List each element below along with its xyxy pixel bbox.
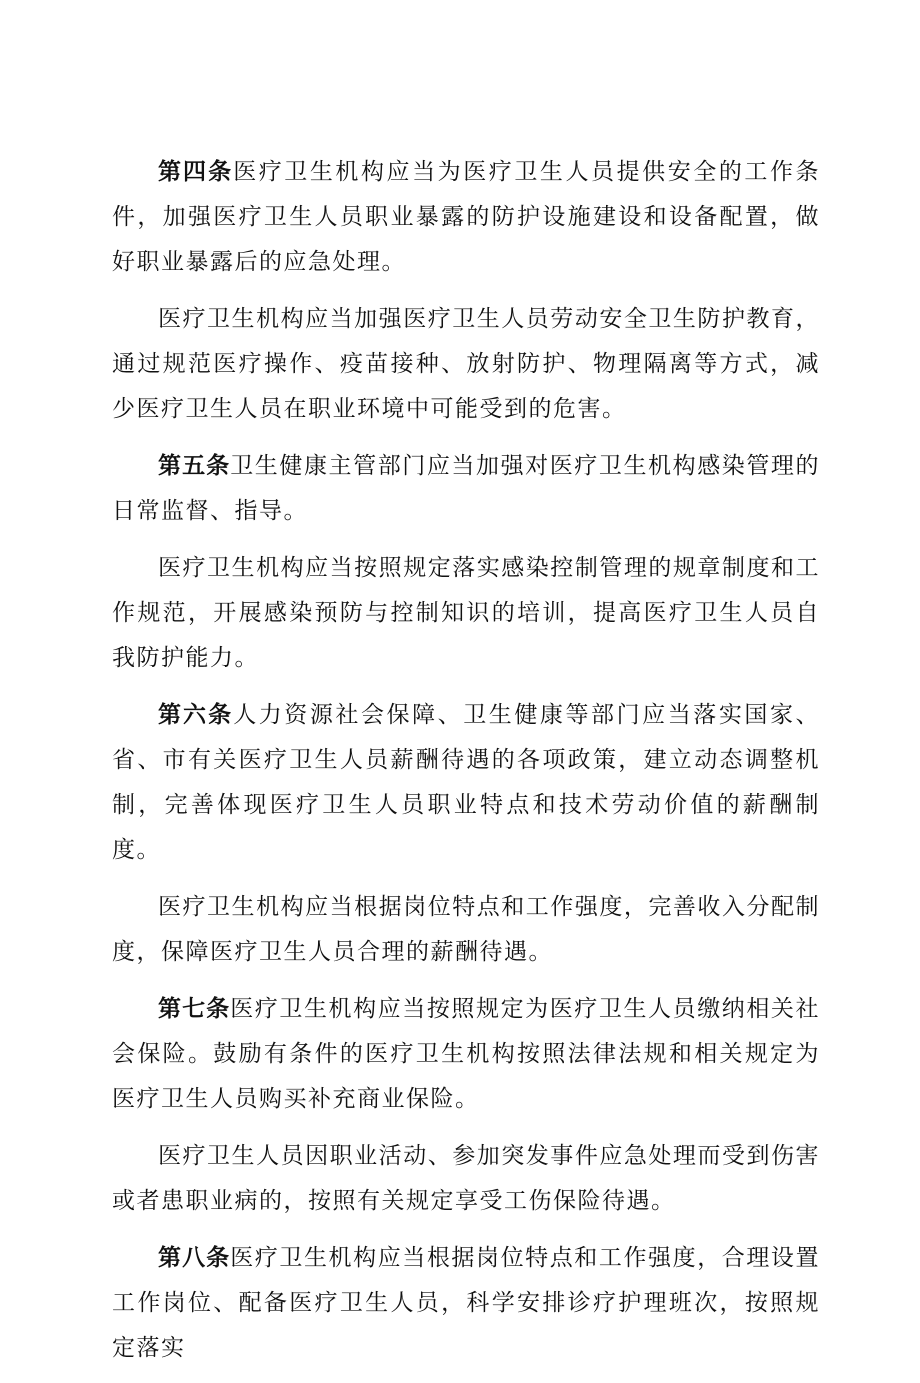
paragraph-text: 医疗卫生机构应当根据岗位特点和工作强度，完善收入分配制度，保障医疗卫生人员合理的薪酬待遇。 (112, 894, 820, 965)
paragraph-text: 医疗卫生机构应当为医疗卫生人员提供安全的工作条件，加强医疗卫生人员职业暴露的防护设施建设和设备配置，做好职业暴露后的应急处理。 (112, 159, 821, 275)
paragraph-text: 医疗卫生机构应当按照规定落实感染控制管理的规章制度和工作规范，开展感染预防与控制知识的培训，提高医疗卫生人员自我防护能力。 (112, 555, 820, 671)
paragraph-text: 人力资源社会保障、卫生健康等部门应当落实国家、省、市有关医疗卫生人员薪酬待遇的各项政策，建立动态调整机制，完善体现医疗卫生人员职业特点和技术劳动价值的薪酬制度。 (112, 702, 821, 863)
article-7-paragraph-1 (112, 987, 820, 1122)
paragraph-text: 医疗卫生机构应当按照规定为医疗卫生人员缴纳相关社会保险。鼓励有条件的医疗卫生机构按照法律法规和相关规定为医疗卫生人员购买补充商业保险。 (112, 996, 821, 1112)
article-number: 第七条 (158, 996, 231, 1022)
article-number: 第四条 (158, 159, 234, 185)
article-6-paragraph-1 (112, 693, 820, 873)
article-number: 第八条 (158, 1245, 231, 1271)
paragraph-text: 卫生健康主管部门应当加强对医疗卫生机构感染管理的日常监督、指导。 (112, 453, 821, 524)
article-5-paragraph-2 (112, 546, 820, 681)
article-7-paragraph-2 (112, 1134, 820, 1224)
article-8-paragraph-1 (112, 1236, 820, 1371)
article-number: 第六条 (158, 702, 234, 728)
paragraph-text: 医疗卫生机构应当根据岗位特点和工作强度，合理设置工作岗位、配备医疗卫生人员，科学安排诊疗护理班次，按照规定落实 (112, 1245, 821, 1361)
article-number: 第五条 (158, 453, 231, 479)
paragraph-text: 医疗卫生人员因职业活动、参加突发事件应急处理而受到伤害或者患职业病的，按照有关规定享受工伤保险待遇。 (112, 1143, 820, 1214)
article-4-paragraph-1 (112, 150, 820, 285)
article-4-paragraph-2 (112, 297, 820, 432)
article-6-paragraph-2 (112, 885, 820, 975)
article-5-paragraph-1 (112, 444, 820, 534)
paragraph-text: 医疗卫生机构应当加强医疗卫生人员劳动安全卫生防护教育，通过规范医疗操作、疫苗接种、放射防护、物理隔离等方式，减少医疗卫生人员在职业环境中可能受到的危害。 (112, 306, 820, 422)
document-body (112, 150, 820, 1383)
